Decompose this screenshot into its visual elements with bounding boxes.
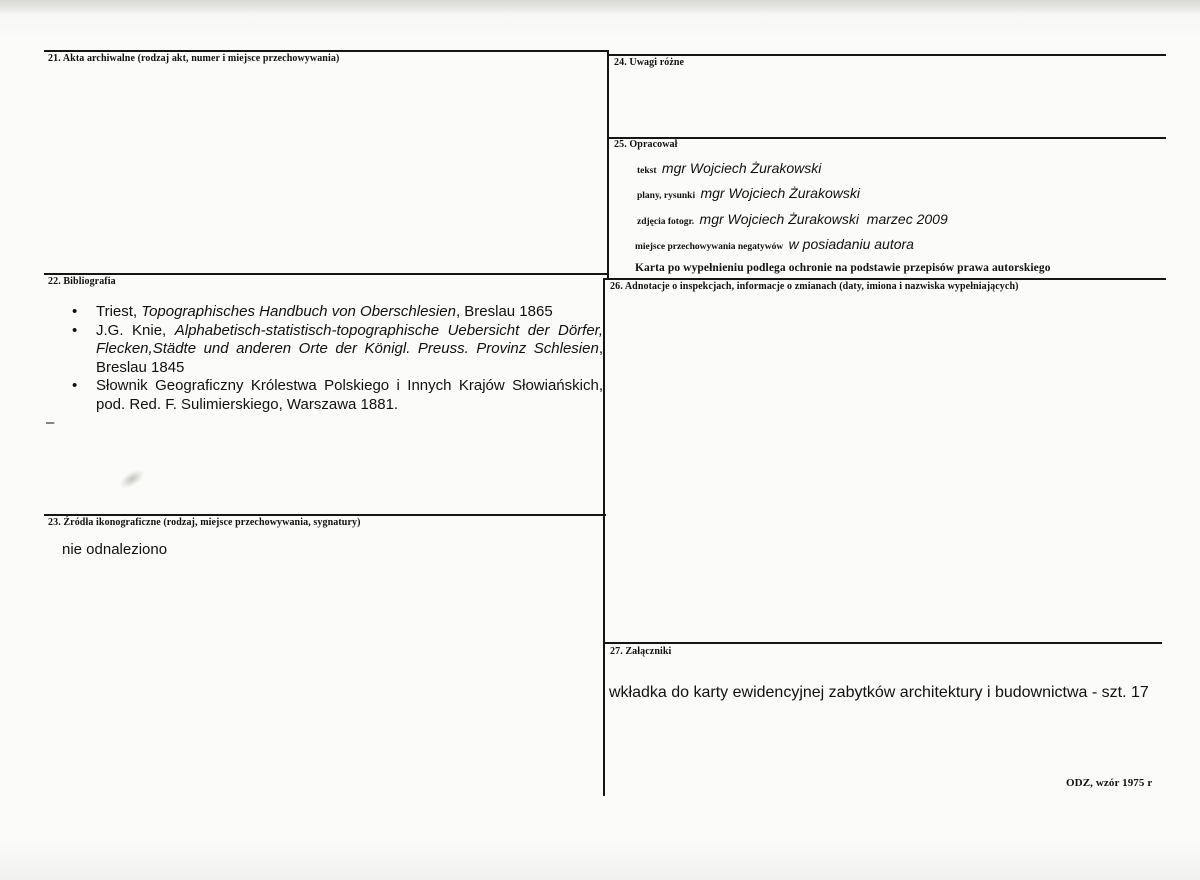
section-23-value: nie odnaleziono xyxy=(62,541,168,558)
section-25-label: 25. Opracował xyxy=(614,139,678,150)
negatywy-value: w posiadaniu autora xyxy=(788,236,914,252)
paper-smudge xyxy=(116,466,147,493)
copyright-notice: Karta po wypełnieniu podlega ochronie na podstawie przepisów prawa autorskiego xyxy=(635,262,1051,274)
biblio-1-title: Topographisches Handbuch von Oberschlesien xyxy=(141,303,456,320)
section-26-label: 26. Adnotacje o inspekcjach, informacje o zmianach (daty, imiona i nazwiska wypełniających) xyxy=(610,281,1019,292)
bibliography-item xyxy=(70,377,603,414)
section-22-label: 22. Bibliografia xyxy=(48,276,116,287)
section-23-label: 23. Źródła ikonograficzne (rodzaj, miejsce przechowywania, sygnatury) xyxy=(48,517,361,528)
rule-divider-lower xyxy=(603,278,605,796)
plany-row xyxy=(637,185,860,201)
biblio-2-tail: , Breslau 1845 xyxy=(96,340,603,376)
bibliography-dash: – xyxy=(46,414,55,431)
biblio-1-author: Triest, xyxy=(96,303,142,320)
tekst-row xyxy=(637,160,821,176)
rule-divider-upper xyxy=(607,50,609,278)
tekst-label: tekst xyxy=(637,166,657,176)
rule-top-right xyxy=(608,54,1166,56)
plany-label: plany, rysunki xyxy=(637,191,696,201)
bullet-icon: • xyxy=(72,377,78,394)
zdjecia-value: mgr Wojciech Żurakowski marzec 2009 xyxy=(699,211,948,227)
section-27-label: 27. Załączniki xyxy=(610,646,672,657)
biblio-2-author: J.G. Knie, xyxy=(96,321,175,339)
biblio-3-text: Słownik Geograficzny Królestwa Polskiego i Innych Krajów Słowiańskich, pod. Red. F. Sulimierskiego, Warszawa 1881. xyxy=(96,377,603,413)
form-id: ODZ, wzór 1975 r xyxy=(1066,777,1153,789)
bullet-icon: • xyxy=(72,303,78,320)
section-24-label: 24. Uwagi różne xyxy=(614,57,685,68)
biblio-1-tail: , Breslau 1865 xyxy=(455,303,553,320)
section-27-value: wkładka do karty ewidencyjnej zabytków architektury i budownictwa - szt. 17 xyxy=(609,684,1149,701)
bibliography-item xyxy=(70,322,603,378)
zdjecia-label: zdjęcia fotogr. xyxy=(637,217,695,227)
biblio-2-title: Alphabetisch-statistisch-topographische Uebersicht der Dörfer, Flecken,Städte und anderen Orte der Königl. Preuss. Provinz Schlesien xyxy=(96,321,603,357)
rule-top-left xyxy=(44,50,608,52)
rule-24-25 xyxy=(608,137,1166,139)
negatywy-row xyxy=(635,236,914,252)
rule-25-26 xyxy=(604,278,1166,280)
bullet-icon: • xyxy=(72,321,78,339)
zdjecia-row xyxy=(637,211,948,227)
section-21-label: 21. Akta archiwalne (rodzaj akt, numer i miejsce przechowywania) xyxy=(48,53,340,64)
rule-22-23 xyxy=(44,514,606,516)
rule-21-22 xyxy=(44,273,608,275)
bibliography-list xyxy=(70,303,603,414)
negatywy-label: miejsce przechowywania negatywów xyxy=(635,242,784,252)
bibliography-item xyxy=(70,303,603,322)
plany-value: mgr Wojciech Żurakowski xyxy=(700,185,860,201)
tekst-value: mgr Wojciech Żurakowski xyxy=(661,160,822,176)
rule-26-27 xyxy=(604,642,1162,644)
